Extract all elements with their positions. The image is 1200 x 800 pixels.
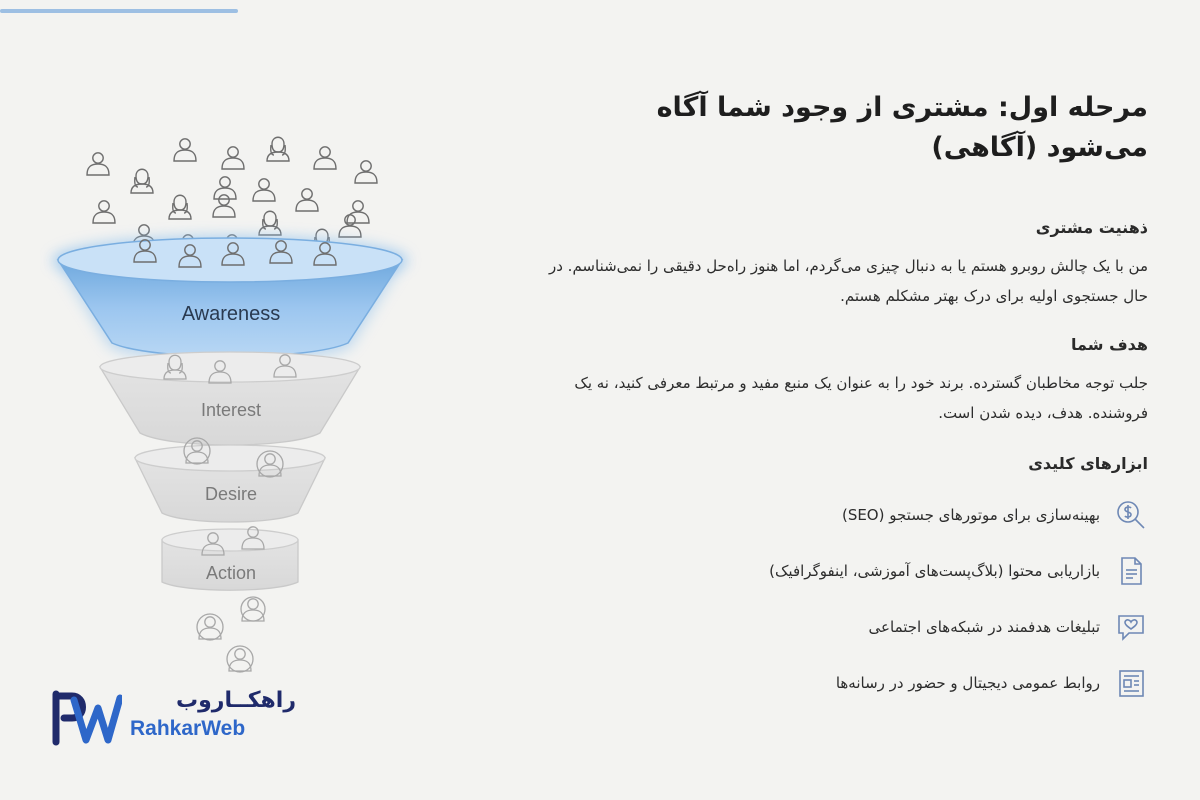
rw-logo-mark (52, 690, 122, 746)
page-title: مرحله اول: مشتری از وجود شما آگاه می‌شود (آگاهی) (656, 92, 1148, 163)
interest-stage-shape (100, 352, 360, 445)
tool-label: بازاریابی محتوا (بلاگ‌پست‌های آموزشی، اینفوگرافیک) (769, 562, 1100, 580)
stage-label-interest: Interest (200, 400, 262, 420)
goal-heading: هدف شما (1071, 335, 1148, 354)
rahkarweb-logo[interactable] (52, 688, 297, 748)
tool-label: تبلیغات هدفمند در شبکه‌های اجتماعی (868, 618, 1100, 636)
seo-search-icon (1114, 498, 1148, 532)
mindset-heading: ذهنیت مشتری (1035, 218, 1148, 237)
list-item (548, 543, 1148, 599)
stage-description-panel (548, 88, 1148, 711)
logo-persian-text: راهکــاروب (176, 688, 297, 713)
tools-heading: ابزارهای کلیدی (1028, 454, 1148, 473)
tool-label: روابط عمومی دیجیتال و حضور در رسانه‌ها (835, 674, 1100, 692)
document-icon (1114, 554, 1148, 588)
mindset-body: من با یک چالش روبرو هستم یا به دنبال چیزی می‌گردم، اما هنوز راه‌حل دقیقی را نمی‌شناسم. در حال جستجوی اولیه برای درک بهتر مشکلم هستم. (548, 257, 1148, 305)
list-item (548, 655, 1148, 711)
stage-label-awareness: Awareness (181, 303, 281, 325)
list-item (548, 487, 1148, 543)
top-accent-bar (0, 9, 238, 13)
newspaper-icon (1114, 666, 1148, 700)
tool-label: بهینه‌سازی برای موتورهای جستجو (SEO) (841, 506, 1100, 524)
logo-english-text: RahkarWeb (130, 717, 246, 740)
tools-list (548, 487, 1148, 711)
heart-chat-icon (1114, 610, 1148, 644)
goal-body: جلب توجه مخاطبان گسترده. برند خود را به عنوان یک منبع مفید و مرتبط معرفی کنید، نه یک فروشنده. هدف، دیده شدن است. (574, 374, 1148, 422)
stage-label-action: Action (205, 563, 257, 583)
list-item (548, 599, 1148, 655)
stage-label-desire: Desire (204, 484, 257, 504)
